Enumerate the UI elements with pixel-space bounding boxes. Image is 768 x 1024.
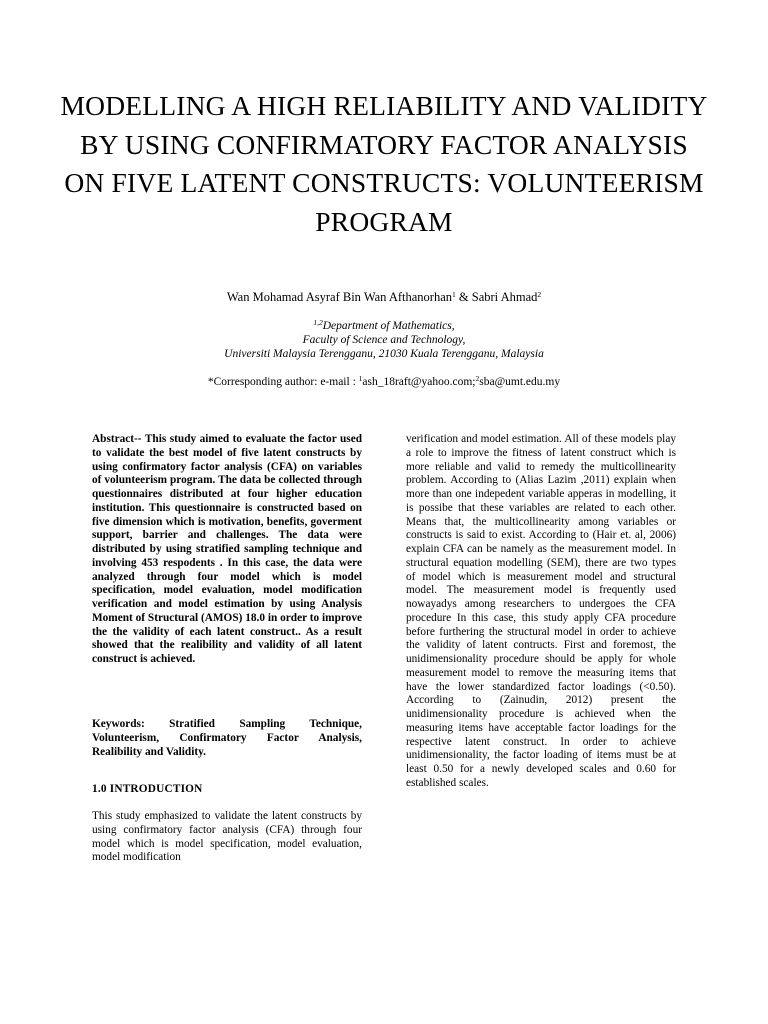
author-separator: & xyxy=(455,290,472,304)
email-marker: 1 xyxy=(358,374,363,383)
abstract: Abstract-- This study aimed to evaluate the factor used to validate the best model of five latent constructs by using confirmatory factor analysis (CFA) on variables of volunteerism program. The data be collected through questionnaires distributed at four higher education institution. This questionnaire is constructed based on five dimension which is motivation, benefits, goverment support, barrier and challenges. The data were distributed by using stratified sampling technique and involving 453 respodents . In this case, the data were analyzed through four model which is model specification, model evaluation, model modification verification and model estimation by using Analysis Moment of Structural (AMOS) 18.0 in order to improve the the validity of each latent construct.. As a result showed that the realibility and validity of all latent construct is achieved. xyxy=(92,433,362,665)
section-heading-introduction: 1.0 INTRODUCTION xyxy=(92,783,203,795)
email-marker: 2 xyxy=(475,374,480,383)
email-1: ash_18raft@yahoo.com; xyxy=(362,376,476,388)
body-paragraph: verification and model estimation. All of these models play a role to improve the fitness of latent construct which is more reliable and valid to remedy the multicollinearity problem. According to (Alias Lazim ,2011) explain when more than one indepedent variable apperas in modelling, it is possibe that these variables are related to each other. Means that, the multicollinearity among variables or constructs is said to exist. According to (Hair et. al, 2006) explain CFA can be namely as the measurement model. In structural equation modelling (SEM), there are two types of model which is measurement model and structural model. The measurement model is frequently used nowayadys among researchers to undergoes the CFA procedure In this case, this study apply CFA procedure before furthering the structural model in order to achieve the validity of latent contructs. First and foremost, the unidimensionality procedure should be apply for whole measurement model to remove the measuring items that have the lower standardized factor loadings (<0.50). According to (Zainudin, 2012) present the unidimensionality procedure is achieved when the measuring items have acceptable factor loadings for the respective latent construct. In order to achieve unidimensionality, the factor loading of items must be at least 0.50 for a newly developed scales and 0.60 for established scales. xyxy=(406,433,676,789)
affil-marker: 1,2 xyxy=(313,318,323,327)
author-affil-marker: 2 xyxy=(537,290,542,299)
corresponding-prefix: *Corresponding author: e-mail : xyxy=(207,376,359,388)
paper-title: MODELLING A HIGH RELIABILITY AND VALIDITY BY USING CONFIRMATORY FACTOR ANALYSIS ON FIVE LATENT CONSTRUCTS: VOLUNTEERISM PROGRAM xyxy=(60,90,708,237)
author-name: Wan Mohamad Asyraf Bin Wan Afthanorhan xyxy=(226,290,453,304)
email-2: sba@umt.edu.my xyxy=(479,376,561,388)
left-column xyxy=(92,433,362,864)
author-line xyxy=(0,289,768,305)
keywords: Keywords: Stratified Sampling Technique, Volunteerism, Confirmatory Factor Analysis, Realibility and Validity. xyxy=(92,718,362,758)
affiliation-block xyxy=(0,319,768,361)
affil-faculty: Faculty of Science and Technology, xyxy=(302,334,466,346)
introduction-paragraph: This study emphasized to validate the latent constructs by using confirmatory factor analysis (CFA) through four model which is model specification, model evaluation, model modification xyxy=(92,810,362,864)
affil-department: Department of Mathematics, xyxy=(322,320,455,332)
corresponding-author xyxy=(0,375,768,390)
affil-university: Universiti Malaysia Terengganu, 21030 Kuala Terengganu, Malaysia xyxy=(224,348,544,360)
author-affil-marker: 1 xyxy=(452,290,456,299)
right-column xyxy=(406,433,676,791)
author-name: Sabri Ahmad xyxy=(471,290,538,304)
